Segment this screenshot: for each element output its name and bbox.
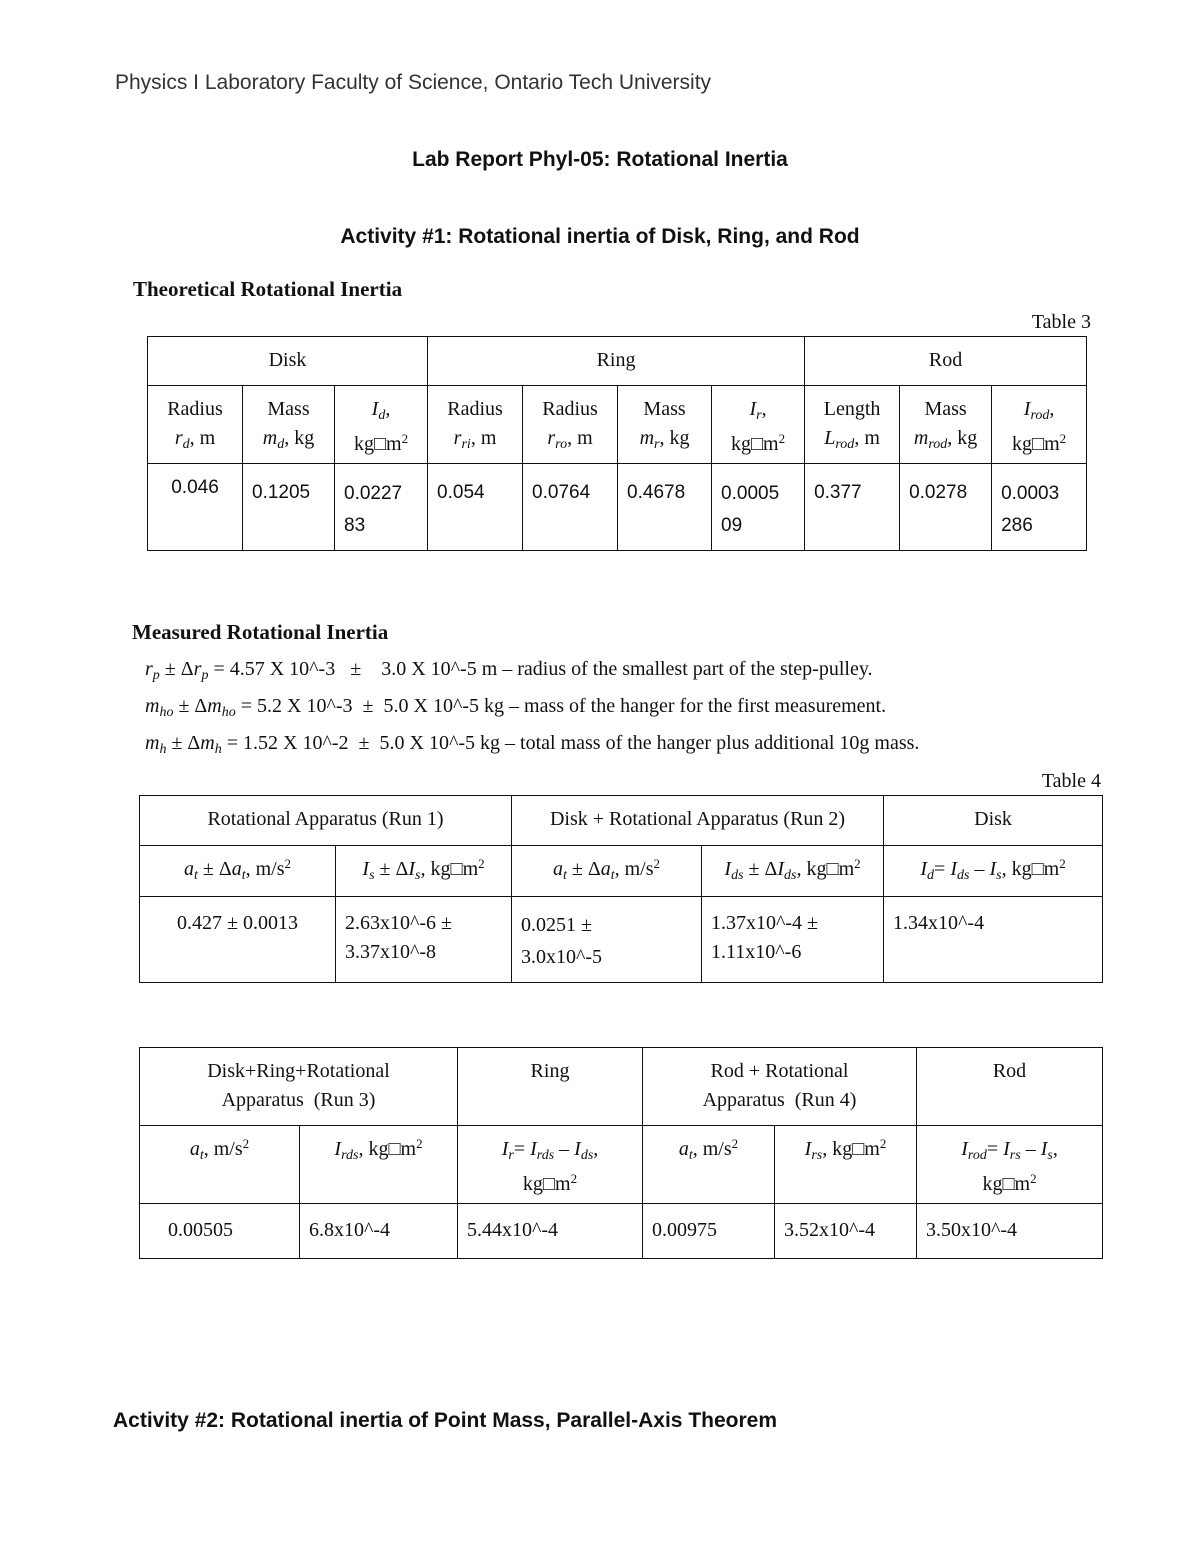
table-cell: 0.054: [428, 464, 523, 551]
header-irds: $I_{rds}$, $kg□m^2$: [300, 1126, 458, 1204]
group-ring: Ring: [458, 1048, 643, 1126]
measured-table-runs-1-2: [139, 795, 1103, 983]
table-cell: 0.0764: [523, 464, 618, 551]
table-cell: 2.63x10^-6 ± 3.37x10^-8: [336, 897, 512, 983]
report-title: Lab Report Phyl-05: Rotational Inertia: [412, 148, 788, 171]
table4-caption: Table 4: [1041, 770, 1101, 792]
header-is: $I_s \pm \Delta I_s$, $kg□m^2$: [336, 846, 512, 897]
table-cell: 3.50x10^-4: [917, 1204, 1103, 1259]
group-rod: Rod: [805, 337, 1087, 386]
group-ring: Ring: [428, 337, 805, 386]
header-disk-inertia: $I_d$, $kg□m^2$: [335, 386, 428, 464]
group-disk: Disk: [148, 337, 428, 386]
group-run2: Disk + Rotational Apparatus (Run 2): [512, 796, 884, 846]
table-cell: 0.046: [148, 464, 243, 551]
page-header: Physics I Laboratory Faculty of Science, Ontario Tech University: [115, 71, 712, 94]
header-at-run1: $a_t \pm \Delta a_t$, $m/s^2$: [140, 846, 336, 897]
measured-table-runs-3-4: [139, 1047, 1103, 1259]
group-run1: Rotational Apparatus (Run 1): [140, 796, 512, 846]
table-cell: 0.0005 09: [712, 464, 805, 551]
header-disk-radius: Radius $r_d$, m: [148, 386, 243, 464]
table-cell: 0.0278: [900, 464, 992, 551]
theoretical-table: [147, 336, 1087, 551]
table-cell: 0.00975: [643, 1204, 775, 1259]
measured-heading: Measured Rotational Inertia: [132, 620, 389, 644]
activity2-title: Activity #2: Rotational inertia of Point Mass, Parallel-Axis Theorem: [113, 1409, 778, 1432]
header-irod: $I_{rod}= I_{rs} - I_s$, $kg□m^2$: [917, 1126, 1103, 1204]
header-ids: $I_{ds} \pm \Delta I_{ds}$, $kg□m^2$: [702, 846, 884, 897]
table-cell: 3.52x10^-4: [775, 1204, 917, 1259]
table-cell: 0.1205: [243, 464, 335, 551]
table-cell: 1.34x10^-4: [884, 897, 1103, 983]
activity1-title: Activity #1: Rotational inertia of Disk, Ring, and Rod: [340, 225, 860, 248]
header-ring-mass: Mass $m_r$, kg: [618, 386, 712, 464]
header-rod-inertia: $I_{rod}$, $kg□m^2$: [992, 386, 1087, 464]
header-ring-inner-radius: Radius $r_{ri}$, m: [428, 386, 523, 464]
measurement-rp: $r_p \pm \Delta r_p = 4.57$ X 10^-3 ± 3.0 X 10^-5 m – radius of the smallest part of the step-pulley.: [145, 658, 873, 683]
table-cell: 0.00505: [140, 1204, 300, 1259]
measurement-mho: $m_{ho} \pm \Delta m_{ho} = 5.2$ X 10^-3 ± 5.0 X 10^-5 kg – mass of the hanger for the first measurement.: [145, 695, 887, 720]
header-rod-mass: Mass $m_{rod}$, kg: [900, 386, 992, 464]
header-ir: $I_r= I_{rds} - I_{ds}$, $kg□m^2$: [458, 1126, 643, 1204]
group-disk: Disk: [884, 796, 1103, 846]
header-disk-mass: Mass $m_d$, kg: [243, 386, 335, 464]
measurement-mh: $m_h \pm \Delta m_h = 1.52$ X 10^-2 ± 5.0 X 10^-5 kg – total mass of the hanger plus additional 10g mass.: [145, 732, 920, 757]
header-ring-inertia: $I_r$, $kg□m^2$: [712, 386, 805, 464]
table-cell: 1.37x10^-4 ± 1.11x10^-6: [702, 897, 884, 983]
header-rod-length: Length $L_{rod}$, m: [805, 386, 900, 464]
header-at-run2: $a_t \pm \Delta a_t$, $m/s^2$: [512, 846, 702, 897]
header-irs: $I_{rs}$, $kg□m^2$: [775, 1126, 917, 1204]
header-id: $I_d= I_{ds} - I_s$, $kg□m^2$: [884, 846, 1103, 897]
table-cell: 5.44x10^-4: [458, 1204, 643, 1259]
theoretical-heading: Theoretical Rotational Inertia: [133, 277, 403, 301]
table-cell: 0.0003 286: [992, 464, 1087, 551]
table-cell: 0.377: [805, 464, 900, 551]
header-at-run3: $a_t$, $m/s^2$: [140, 1126, 300, 1204]
header-at-run4: $a_t$, $m/s^2$: [643, 1126, 775, 1204]
table-cell: 0.0251 ± 3.0x10^-5: [512, 897, 702, 983]
table-cell: 6.8x10^-4: [300, 1204, 458, 1259]
header-ring-outer-radius: Radius $r_{ro}$, m: [523, 386, 618, 464]
group-run4: Rod + Rotational Apparatus (Run 4): [643, 1048, 917, 1126]
table3-caption: Table 3: [1031, 311, 1091, 333]
group-run3: Disk+Ring+Rotational Apparatus (Run 3): [140, 1048, 458, 1126]
table-cell: 0.427 ± 0.0013: [140, 897, 336, 983]
table-cell: 0.0227 83: [335, 464, 428, 551]
group-rod: Rod: [917, 1048, 1103, 1126]
table-cell: 0.4678: [618, 464, 712, 551]
